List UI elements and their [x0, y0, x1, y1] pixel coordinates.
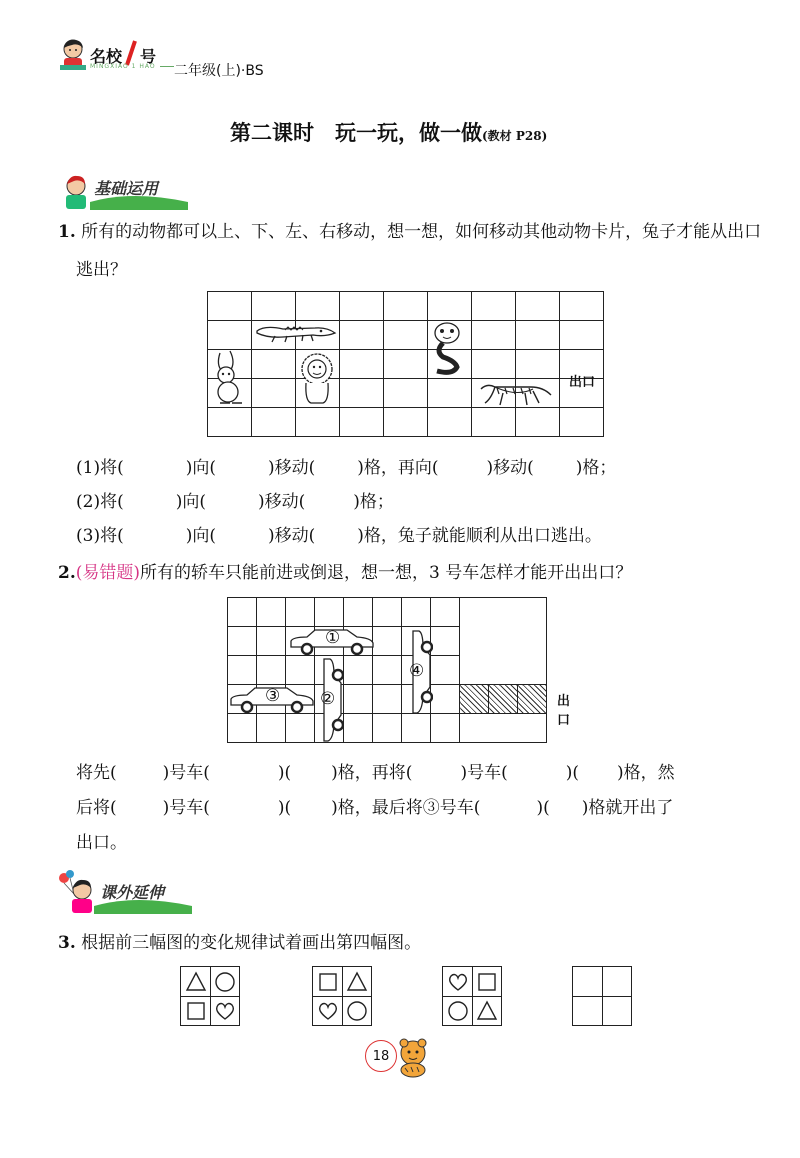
section-title-extend: 课外延伸: [100, 883, 165, 902]
car-grid-table: [227, 597, 547, 743]
q1-line2: 逃出？: [76, 260, 127, 280]
q2-text: [58, 560, 632, 586]
triangle-icon: [346, 971, 368, 993]
fig2-cell-bl: [313, 996, 343, 1026]
car-3-label: ③: [265, 686, 281, 706]
q2-grid: [227, 597, 571, 743]
section-badge-basic: [62, 172, 192, 212]
fig3-cell-bl: [443, 996, 473, 1026]
q3-text: [58, 930, 421, 956]
brand-mark: 号: [140, 47, 157, 66]
q2-exit-label: 出口: [557, 694, 571, 728]
car-4-label: ④: [409, 661, 425, 681]
pattern-figure-3: [442, 966, 502, 1026]
page-title: [230, 117, 547, 147]
section-title-basic: 基础运用: [94, 179, 159, 198]
fig2-cell-tr: [342, 967, 372, 997]
circle-icon: [214, 971, 236, 993]
q1-exit-label: 出口: [569, 375, 596, 390]
triangle-icon: [185, 971, 207, 993]
section-badge-extend: [56, 870, 196, 916]
pattern-figure-4-answer[interactable]: [572, 966, 632, 1026]
q3-question: 根据前三幅图的变化规律试着画出第四幅图。: [81, 933, 422, 953]
crocodile-icon: [255, 321, 337, 345]
fig2-cell-tl: [313, 967, 343, 997]
q1-number: 1.: [58, 222, 76, 242]
header-mascot: [58, 38, 88, 72]
rabbit-icon: [210, 349, 248, 407]
heart-icon: [214, 1000, 236, 1022]
fig3-cell-tr: [472, 967, 502, 997]
triangle-icon: [476, 1000, 498, 1022]
fig1-cell-bl: [181, 996, 211, 1026]
lion-icon: [297, 351, 337, 407]
car-1-label: ①: [325, 628, 341, 648]
fig1-cell-tl: [181, 967, 211, 997]
car-2-label: ②: [320, 689, 336, 709]
q2-line2: 后将( )号车( )( )格，最后将③号车( )( )格就开出了: [76, 798, 674, 818]
car-3: [229, 685, 315, 713]
animal-grid-table: [207, 291, 604, 437]
header-rule: [160, 66, 174, 67]
q1-sub3: (3)将( )向( )移动( )格，兔子就能顺利从出口逃出。: [76, 526, 602, 546]
square-icon: [476, 971, 498, 993]
q3-number: 3.: [58, 933, 76, 953]
q1-sub1: (1)将( )向( )移动( )格，再向( )移动( )格；: [76, 458, 617, 478]
page-number: 18: [372, 1048, 390, 1064]
q2-tag: (易错题): [75, 563, 141, 583]
fig3-cell-br: [472, 996, 502, 1026]
heart-icon: [317, 1000, 339, 1022]
q1-sub2: (2)将( )向( )移动( )格；: [76, 492, 394, 512]
square-icon: [317, 971, 339, 993]
car-1: [289, 627, 375, 655]
pattern-figure-2: [312, 966, 372, 1026]
circle-icon: [346, 1000, 368, 1022]
fig1-cell-br: [210, 996, 240, 1026]
page-number-badge: [365, 1040, 397, 1072]
car-2: [316, 657, 344, 743]
pattern-figure-1: [180, 966, 240, 1026]
q2-line1: 将先( )号车( )( )格，再将( )号车( )( )格，然: [76, 763, 675, 783]
fig1-cell-tr: [210, 967, 240, 997]
q2-question: 所有的轿车只能前进或倒退，想一想，3 号车怎样才能开出出口？: [140, 563, 633, 583]
brand-pinyin: MINGXIAO 1 HAO: [90, 63, 156, 70]
car-4: [405, 629, 433, 715]
title-ref: (教材 P28): [482, 129, 548, 143]
heart-icon: [447, 971, 469, 993]
tiger-icon: [477, 379, 553, 407]
q1-line1: 所有的动物都可以上、下、左、右移动，想一想，如何移动其他动物卡片，兔子才能从出口: [81, 222, 762, 242]
q2-line3: 出口。: [76, 833, 127, 853]
fig3-cell-tl: [443, 967, 473, 997]
tiger-mascot-icon: [395, 1038, 431, 1078]
title-main: 第二课时 玩一玩，做一做: [230, 120, 482, 145]
header-grade: 二年级(上)·BS: [174, 63, 264, 79]
square-icon: [185, 1000, 207, 1022]
circle-icon: [447, 1000, 469, 1022]
brand-name: 名校: [90, 47, 123, 66]
q2-number: 2.: [58, 563, 76, 583]
q1-grid: [207, 291, 604, 437]
snake-icon: [429, 321, 469, 377]
fig2-cell-br: [342, 996, 372, 1026]
q1-text: [58, 219, 761, 245]
